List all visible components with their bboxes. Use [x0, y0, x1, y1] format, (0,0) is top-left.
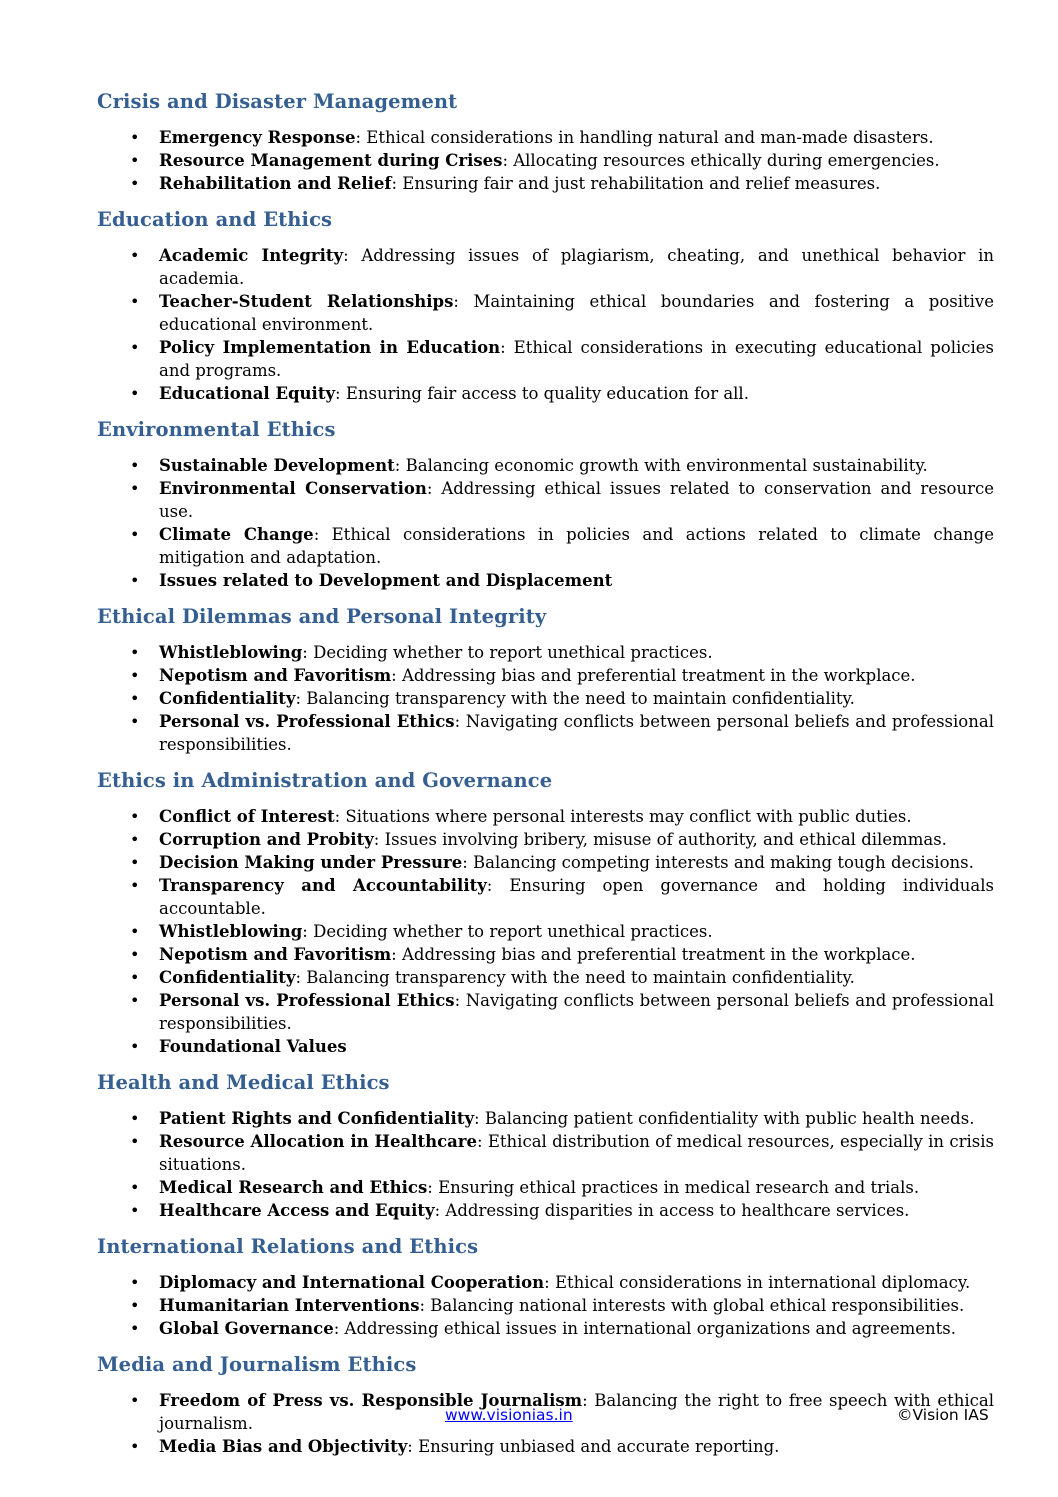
section-heading: Ethical Dilemmas and Personal Integrity [97, 605, 547, 628]
item-term: Resource Allocation in Healthcare [159, 1132, 477, 1151]
section-heading: Media and Journalism Ethics [97, 1353, 417, 1376]
item-term: Environmental Conservation [159, 479, 427, 498]
item-description: : Balancing transparency with the need to maintain confidentiality. [295, 968, 855, 987]
section-heading: Health and Medical Ethics [97, 1071, 390, 1094]
bullet-icon: • [130, 1132, 140, 1151]
section [97, 416, 994, 592]
item-description: : Ethical distribution of medical resources, especially in crisis situations. [159, 1132, 994, 1174]
bullet-icon: • [130, 991, 140, 1010]
list-item [97, 687, 994, 710]
item-description: : Deciding whether to report unethical practices. [302, 922, 713, 941]
item-term: Foundational Values [159, 1037, 347, 1056]
bullet-icon: • [130, 1296, 140, 1315]
section [97, 88, 994, 195]
bullet-icon: • [130, 151, 140, 170]
section [97, 1351, 994, 1458]
item-description: : Ethical considerations in policies and actions related to climate change mitigation and adaptation. [159, 525, 994, 567]
item-description: : Ensuring fair and just rehabilitation and relief measures. [391, 174, 881, 193]
item-term: Nepotism and Favoritism [159, 945, 392, 964]
section-heading: Environmental Ethics [97, 418, 336, 441]
bullet-icon: • [130, 1273, 140, 1292]
item-description: : Balancing competing interests and making tough decisions. [462, 853, 974, 872]
item-term: Freedom of Press vs. Responsible Journalism [159, 1391, 583, 1410]
bullet-icon: • [130, 479, 140, 498]
list-item [97, 1130, 994, 1176]
item-description: : Addressing ethical issues related to conservation and resource use. [159, 479, 994, 521]
item-term: Media Bias and Objectivity [159, 1437, 408, 1456]
list-item [97, 1317, 994, 1340]
list-item [97, 851, 994, 874]
item-term: Whistleblowing [159, 922, 303, 941]
item-term: Teacher-Student Relationships [159, 292, 454, 311]
bullet-icon: • [130, 1109, 140, 1128]
item-description: : Navigating conflicts between personal beliefs and professional responsibilities. [159, 712, 994, 754]
list-item [97, 454, 994, 477]
item-description: : Addressing issues of plagiarism, cheating, and unethical behavior in academia. [159, 246, 994, 288]
bullet-icon: • [130, 571, 140, 590]
list-item [97, 828, 994, 851]
item-term: Rehabilitation and Relief [159, 174, 392, 193]
bullet-icon: • [130, 830, 140, 849]
list-item [97, 1199, 994, 1222]
item-description: : Addressing bias and preferential treatment in the workplace. [391, 666, 916, 685]
item-term: Issues related to Development and Displacement [159, 571, 613, 590]
item-description: : Ethical considerations in executing educational policies and programs. [159, 338, 994, 380]
bullet-icon: • [130, 1037, 140, 1056]
item-term: Transparency and Accountability [159, 876, 487, 895]
list-item [97, 1271, 994, 1294]
item-term: Emergency Response [159, 128, 356, 147]
bullet-icon: • [130, 1178, 140, 1197]
bullet-icon: • [130, 945, 140, 964]
item-term: Confidentiality [159, 689, 296, 708]
item-description: : Balancing economic growth with environmental sustainability. [394, 456, 928, 475]
item-term: Personal vs. Professional Ethics [159, 712, 455, 731]
item-term: Diplomacy and International Cooperation [159, 1273, 545, 1292]
page-footer [0, 1406, 1058, 1428]
item-description: : Ethical considerations in handling natural and man-made disasters. [355, 128, 934, 147]
item-term: Whistleblowing [159, 643, 303, 662]
item-term: Educational Equity [159, 384, 336, 403]
item-description: : Ensuring open governance and holding individuals accountable. [159, 876, 994, 918]
list-item [97, 1435, 994, 1458]
list-item [97, 966, 994, 989]
bullet-icon: • [130, 968, 140, 987]
list-item [97, 920, 994, 943]
section-heading: Crisis and Disaster Management [97, 90, 458, 113]
list-item [97, 244, 994, 290]
item-description: : Balancing patient confidentiality with public health needs. [474, 1109, 975, 1128]
list-item [97, 664, 994, 687]
item-term: Nepotism and Favoritism [159, 666, 392, 685]
list-item [97, 172, 994, 195]
list-item [97, 1294, 994, 1317]
bullet-icon: • [130, 292, 140, 311]
bullet-icon: • [130, 643, 140, 662]
item-description: : Ensuring fair access to quality education for all. [335, 384, 749, 403]
item-term: Medical Research and Ethics [159, 1178, 428, 1197]
bullet-list [97, 1107, 994, 1222]
item-term: Confidentiality [159, 968, 296, 987]
item-term: Global Governance [159, 1319, 334, 1338]
section [97, 1233, 994, 1340]
item-description: : Ensuring ethical practices in medical research and trials. [427, 1178, 920, 1197]
item-description: : Ethical considerations in international diplomacy. [544, 1273, 971, 1292]
item-description: : Addressing disparities in access to healthcare services. [434, 1201, 910, 1220]
item-description: : Balancing transparency with the need to maintain confidentiality. [295, 689, 855, 708]
list-item [97, 943, 994, 966]
section [97, 603, 994, 756]
list-item [97, 290, 994, 336]
bullet-icon: • [130, 456, 140, 475]
bullet-icon: • [130, 174, 140, 193]
item-description: : Addressing bias and preferential treatment in the workplace. [391, 945, 916, 964]
document-body [97, 88, 994, 1469]
section-heading: Ethics in Administration and Governance [97, 769, 553, 792]
item-term: Academic Integrity [159, 246, 344, 265]
list-item [97, 710, 994, 756]
section [97, 206, 994, 405]
section-heading: Education and Ethics [97, 208, 333, 231]
bullet-list [97, 1271, 994, 1340]
bullet-icon: • [130, 807, 140, 826]
bullet-icon: • [130, 689, 140, 708]
list-item [97, 1176, 994, 1199]
bullet-list [97, 641, 994, 756]
bullet-icon: • [130, 246, 140, 265]
list-item [97, 805, 994, 828]
bullet-icon: • [130, 1319, 140, 1338]
section-heading: International Relations and Ethics [97, 1235, 479, 1258]
website-link[interactable]: www.visionias.in [445, 1406, 573, 1424]
list-item [97, 336, 994, 382]
list-item [97, 126, 994, 149]
bullet-list [97, 126, 994, 195]
item-description: : Deciding whether to report unethical practices. [302, 643, 713, 662]
bullet-icon: • [130, 876, 140, 895]
item-description: : Balancing the right to free speech with ethical journalism. [159, 1391, 995, 1433]
item-description: : Issues involving bribery, misuse of authority, and ethical dilemmas. [373, 830, 947, 849]
bullet-list [97, 454, 994, 592]
list-item [97, 149, 994, 172]
bullet-icon: • [130, 666, 140, 685]
list-item [97, 1035, 994, 1058]
item-description: : Balancing national interests with global ethical responsibilities. [419, 1296, 965, 1315]
item-term: Climate Change [159, 525, 314, 544]
bullet-list [97, 805, 994, 1058]
item-term: Policy Implementation in Education [159, 338, 501, 357]
item-description: : Navigating conflicts between personal beliefs and professional responsibilities. [159, 991, 994, 1033]
list-item [97, 641, 994, 664]
section [97, 1069, 994, 1222]
list-item [97, 569, 994, 592]
bullet-icon: • [130, 1437, 140, 1456]
item-term: Healthcare Access and Equity [159, 1201, 435, 1220]
item-term: Corruption and Probity [159, 830, 374, 849]
item-term: Sustainable Development [159, 456, 395, 475]
bullet-icon: • [130, 338, 140, 357]
list-item [97, 874, 994, 920]
item-description: : Maintaining ethical boundaries and fostering a positive educational environment. [159, 292, 995, 334]
copyright-text: ©Vision IAS [897, 1406, 989, 1424]
bullet-icon: • [130, 853, 140, 872]
bullet-icon: • [130, 128, 140, 147]
section [97, 767, 994, 1058]
item-description: : Allocating resources ethically during emergencies. [502, 151, 940, 170]
list-item [97, 523, 994, 569]
bullet-icon: • [130, 1391, 140, 1410]
item-term: Personal vs. Professional Ethics [159, 991, 455, 1010]
item-term: Patient Rights and Confidentiality [159, 1109, 475, 1128]
bullet-icon: • [130, 922, 140, 941]
item-description: : Addressing ethical issues in international organizations and agreements. [333, 1319, 957, 1338]
item-term: Humanitarian Interventions [159, 1296, 420, 1315]
item-term: Resource Management during Crises [159, 151, 503, 170]
list-item [97, 989, 994, 1035]
list-item [97, 382, 994, 405]
bullet-list [97, 244, 994, 405]
bullet-icon: • [130, 712, 140, 731]
bullet-icon: • [130, 384, 140, 403]
item-term: Decision Making under Pressure [159, 853, 463, 872]
item-description: : Ensuring unbiased and accurate reporting. [407, 1437, 780, 1456]
list-item [97, 477, 994, 523]
item-description: : Situations where personal interests may conflict with public duties. [334, 807, 912, 826]
bullet-icon: • [130, 525, 140, 544]
item-term: Conflict of Interest [159, 807, 335, 826]
bullet-icon: • [130, 1201, 140, 1220]
list-item [97, 1107, 994, 1130]
